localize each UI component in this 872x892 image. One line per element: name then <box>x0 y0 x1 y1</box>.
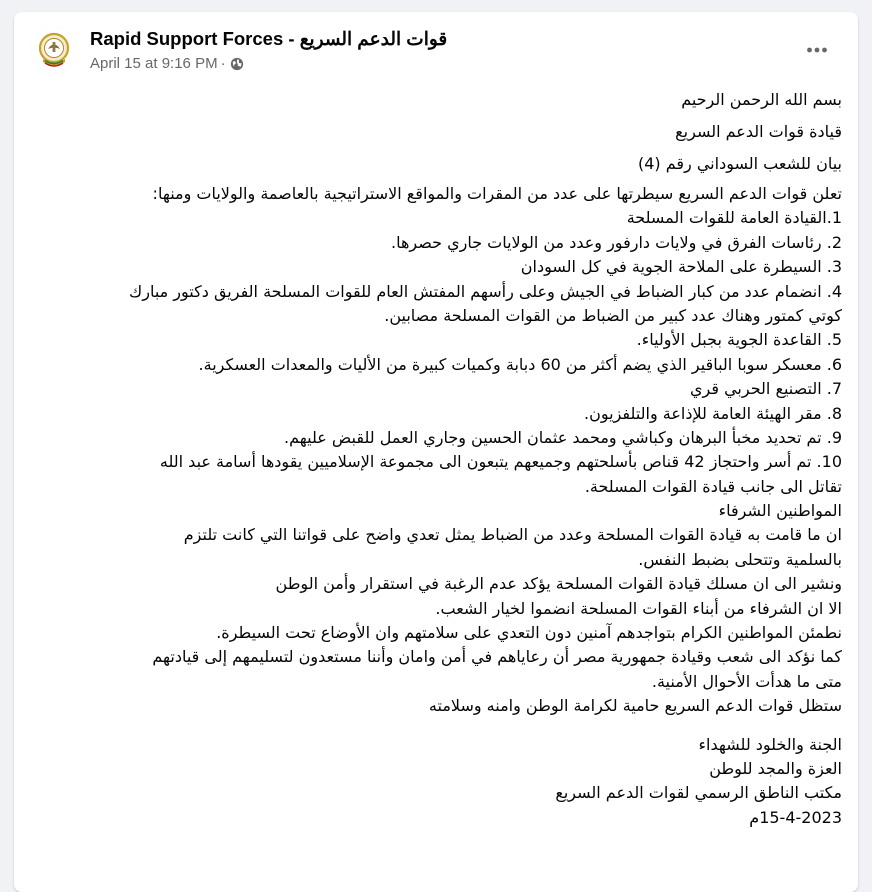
post-meta <box>90 55 244 72</box>
post-line: ان ما قامت به قيادة القوات المسلحة وعدد من الضباط يمثل تعدي واضح على قواتنا التي كانت تلتزم <box>183 525 842 545</box>
post-timestamp-link[interactable]: April 15 at 9:16 PM <box>90 55 218 72</box>
post-line: 6. معسكر سوبا الباقير الذي يضم أكثر من 60 دبابة وكميات كبيرة من الأليات والمعدات العسكرية. <box>198 354 842 374</box>
post-line: الا ان الشرفاء من أبناء القوات المسلحة انضموا لخيار الشعب. <box>435 598 842 618</box>
post-line: نطمئن المواطنين الكرام بتواجدهم آمنين دون التعدي على سلامتهم وان الأوضاع تحت السيطرة. <box>216 623 842 643</box>
globe-icon[interactable] <box>230 57 244 71</box>
post-line: 3. السيطرة على الملاحة الجوية في كل السودان <box>520 257 842 277</box>
more-options-icon <box>799 32 835 68</box>
rsf-emblem-icon <box>31 27 77 73</box>
page-avatar[interactable] <box>31 27 77 73</box>
post-line: قيادة قوات الدعم السريع <box>675 122 842 141</box>
post-line: ونشير الى ان مسلك قيادة القوات المسلحة يؤكد عدم الرغبة في استقرار وأمن الوطن <box>275 574 842 594</box>
post-line: 7. التصنيع الحربي قري <box>690 379 842 399</box>
post-line: كوتي كمتور وهناك عدد كبير من الضباط من القوات المسلحة مصابين. <box>384 305 842 325</box>
post-line: بيان للشعب السوداني رقم (4) <box>637 154 842 173</box>
post-line: كما نؤكد الى شعب وقيادة جمهورية مصر أن رعاياهم في أمن وامان وأننا مستعدون لتسليمهم إلى قيادتهم <box>152 647 842 667</box>
post-line: بسم الله الرحمن الرحيم <box>681 90 842 109</box>
post-card <box>14 12 858 892</box>
post-line: 8. مقر الهيئة العامة للإذاعة والتلفزيون. <box>584 403 842 423</box>
post-message <box>34 84 842 830</box>
post-line: بالسلمية وتتحلى بضبط النفس. <box>638 549 842 569</box>
post-header <box>14 12 858 80</box>
meta-separator: · <box>220 55 226 72</box>
post-line: 2. رئاسات الفرق في ولايات دارفور وعدد من الولايات جاري حصرها. <box>390 232 842 252</box>
post-line: تعلن قوات الدعم السريع سيطرتها على عدد من المقرات والمواقع الاستراتيجية بالعاصمة والولايات ومنها: <box>152 184 842 203</box>
post-line: العزة والمجد للوطن <box>709 758 842 778</box>
more-options-button[interactable] <box>799 32 835 68</box>
post-line: ستظل قوات الدعم السريع حامية لكرامة الوطن وامنه وسلامته <box>428 696 842 716</box>
post-line: 15-4-2023م <box>749 807 842 827</box>
post-line: مكتب الناطق الرسمي لقوات الدعم السريع <box>555 783 842 803</box>
post-line: 10. تم أسر واحتجاز 42 قناص بأسلحتهم وجميعهم يتبعون الى مجموعة الإسلاميين يقودها أسامة عبد الله <box>159 452 842 472</box>
post-line: المواطنين الشرفاء <box>718 501 842 521</box>
post-line: متى ما هدأت الأحوال الأمنية. <box>651 671 842 691</box>
post-line: 1.القيادة العامة للقوات المسلحة <box>626 208 842 228</box>
paragraph-gap <box>34 719 842 733</box>
post-line: 5. القاعدة الجوية بجبل الأولياء. <box>636 330 842 350</box>
page-name-link[interactable]: Rapid Support Forces - قوات الدعم السريع <box>90 28 448 49</box>
post-line: الجنة والخلود للشهداء <box>698 734 842 754</box>
post-line: 4. انضمام عدد من كبار الضباط في الجيش وعلى رأسهم المفتش العام للقوات المسلحة الفريق دكتور مبارك <box>129 281 842 301</box>
post-line: تقاتل الى جانب قيادة القوات المسلحة. <box>584 476 842 496</box>
post-line: 9. تم تحديد مخبأ البرهان وكباشي ومحمد عثمان الحسين وجاري العمل للقبض عليهم. <box>284 427 842 447</box>
